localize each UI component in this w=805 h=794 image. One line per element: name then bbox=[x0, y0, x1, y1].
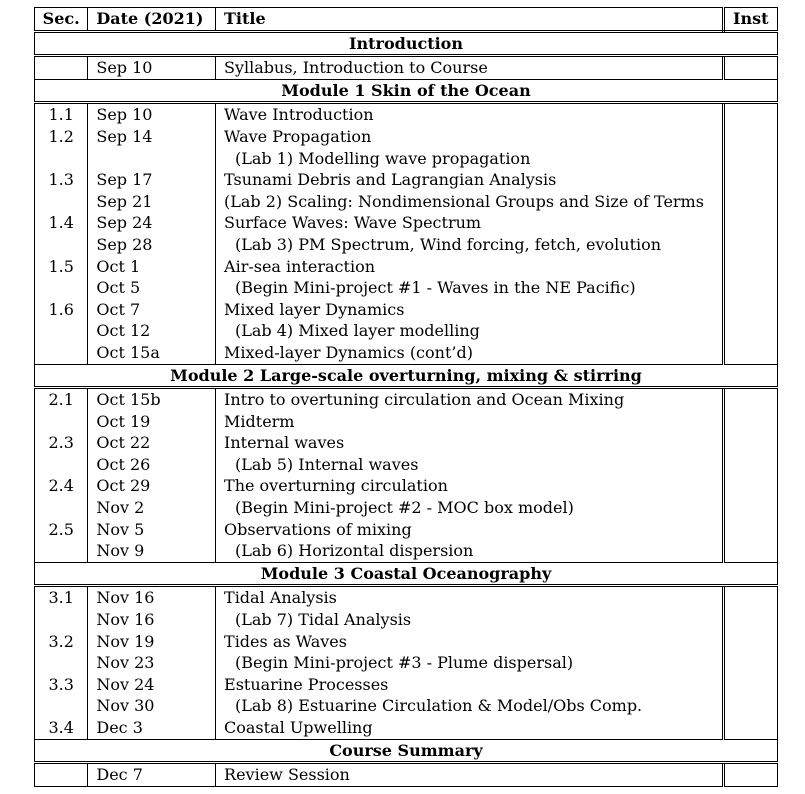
cell-title: Tides as Waves bbox=[216, 631, 724, 653]
cell-inst bbox=[723, 674, 777, 696]
cell-title: (Begin Mini-project #1 - Waves in the NE Pacific) bbox=[216, 277, 724, 299]
cell-inst bbox=[723, 586, 777, 609]
cell-date: Nov 16 bbox=[88, 609, 216, 631]
cell-title: The overturning circulation bbox=[216, 475, 724, 497]
cell-date: Oct 19 bbox=[88, 411, 216, 433]
table-row bbox=[35, 695, 778, 717]
table-row bbox=[35, 763, 778, 787]
cell-date: Dec 3 bbox=[88, 717, 216, 739]
course-schedule-table bbox=[34, 7, 778, 787]
cell-title: (Lab 5) Internal waves bbox=[216, 454, 724, 476]
cell-inst bbox=[723, 169, 777, 191]
cell-sec: 1.2 bbox=[35, 126, 88, 148]
header-inst: Inst bbox=[723, 8, 777, 32]
cell-title: Wave Propagation bbox=[216, 126, 724, 148]
table-row bbox=[35, 674, 778, 696]
header-sec: Sec. bbox=[35, 8, 88, 32]
table-row bbox=[35, 631, 778, 653]
cell-sec: 3.4 bbox=[35, 717, 88, 739]
cell-inst bbox=[723, 126, 777, 148]
cell-inst bbox=[723, 388, 777, 411]
cell-title: Intro to overtuning circulation and Ocean Mixing bbox=[216, 388, 724, 411]
table-row bbox=[35, 56, 778, 80]
cell-date: Oct 7 bbox=[88, 299, 216, 321]
cell-sec bbox=[35, 540, 88, 562]
section-title: Course Summary bbox=[35, 739, 778, 763]
cell-sec bbox=[35, 277, 88, 299]
cell-title: (Lab 7) Tidal Analysis bbox=[216, 609, 724, 631]
cell-sec: 1.4 bbox=[35, 212, 88, 234]
cell-sec: 3.1 bbox=[35, 586, 88, 609]
cell-title: Tidal Analysis bbox=[216, 586, 724, 609]
cell-title: Mixed layer Dynamics bbox=[216, 299, 724, 321]
cell-title: (Lab 3) PM Spectrum, Wind forcing, fetch, evolution bbox=[216, 234, 724, 256]
table-row bbox=[35, 234, 778, 256]
cell-sec bbox=[35, 411, 88, 433]
cell-inst bbox=[723, 497, 777, 519]
cell-sec bbox=[35, 191, 88, 213]
cell-date: Oct 22 bbox=[88, 432, 216, 454]
table-row bbox=[35, 652, 778, 674]
cell-inst bbox=[723, 342, 777, 364]
table-row bbox=[35, 256, 778, 278]
cell-sec: 2.5 bbox=[35, 519, 88, 541]
cell-date: Oct 26 bbox=[88, 454, 216, 476]
cell-inst bbox=[723, 411, 777, 433]
cell-date: Sep 24 bbox=[88, 212, 216, 234]
cell-title: Mixed-layer Dynamics (cont’d) bbox=[216, 342, 724, 364]
section-title: Introduction bbox=[35, 31, 778, 56]
cell-inst bbox=[723, 320, 777, 342]
table-row bbox=[35, 342, 778, 364]
table-row bbox=[35, 169, 778, 191]
cell-sec bbox=[35, 56, 88, 80]
cell-date: Nov 23 bbox=[88, 652, 216, 674]
cell-title: Syllabus, Introduction to Course bbox=[216, 56, 724, 80]
cell-title: Coastal Upwelling bbox=[216, 717, 724, 739]
cell-inst bbox=[723, 519, 777, 541]
table-row bbox=[35, 586, 778, 609]
table-row bbox=[35, 103, 778, 126]
cell-sec: 2.3 bbox=[35, 432, 88, 454]
table-row bbox=[35, 191, 778, 213]
cell-title: Estuarine Processes bbox=[216, 674, 724, 696]
cell-date: Nov 24 bbox=[88, 674, 216, 696]
table-row bbox=[35, 454, 778, 476]
cell-title: Observations of mixing bbox=[216, 519, 724, 541]
cell-date: Sep 14 bbox=[88, 126, 216, 148]
cell-title: (Lab 2) Scaling: Nondimensional Groups and Size of Terms bbox=[216, 191, 724, 213]
cell-inst bbox=[723, 609, 777, 631]
cell-inst bbox=[723, 299, 777, 321]
table-row bbox=[35, 212, 778, 234]
cell-sec bbox=[35, 320, 88, 342]
cell-inst bbox=[723, 652, 777, 674]
section-title: Module 2 Large-scale overturning, mixing & stirring bbox=[35, 364, 778, 388]
table-row bbox=[35, 609, 778, 631]
table-row bbox=[35, 497, 778, 519]
cell-date: Nov 19 bbox=[88, 631, 216, 653]
cell-inst bbox=[723, 454, 777, 476]
table-row bbox=[35, 148, 778, 170]
cell-inst bbox=[723, 103, 777, 126]
cell-sec bbox=[35, 497, 88, 519]
table-header-row bbox=[35, 8, 778, 32]
table-row bbox=[35, 411, 778, 433]
section-title: Module 3 Coastal Oceanography bbox=[35, 562, 778, 586]
cell-date: Oct 1 bbox=[88, 256, 216, 278]
cell-sec bbox=[35, 609, 88, 631]
cell-date: Oct 5 bbox=[88, 277, 216, 299]
table-row bbox=[35, 126, 778, 148]
section-title: Module 1 Skin of the Ocean bbox=[35, 79, 778, 103]
cell-date: Sep 10 bbox=[88, 56, 216, 80]
cell-title: (Lab 6) Horizontal dispersion bbox=[216, 540, 724, 562]
cell-date: Nov 30 bbox=[88, 695, 216, 717]
cell-sec bbox=[35, 342, 88, 364]
cell-date: Sep 21 bbox=[88, 191, 216, 213]
cell-inst bbox=[723, 432, 777, 454]
cell-date: Nov 9 bbox=[88, 540, 216, 562]
cell-sec bbox=[35, 148, 88, 170]
cell-date: Oct 15b bbox=[88, 388, 216, 411]
header-date: Date (2021) bbox=[88, 8, 216, 32]
header-title: Title bbox=[216, 8, 724, 32]
cell-date: Dec 7 bbox=[88, 763, 216, 787]
cell-date bbox=[88, 148, 216, 170]
cell-sec: 1.3 bbox=[35, 169, 88, 191]
cell-title: (Lab 4) Mixed layer modelling bbox=[216, 320, 724, 342]
cell-inst bbox=[723, 212, 777, 234]
cell-inst bbox=[723, 234, 777, 256]
cell-title: Midterm bbox=[216, 411, 724, 433]
cell-title: (Lab 1) Modelling wave propagation bbox=[216, 148, 724, 170]
cell-date: Sep 28 bbox=[88, 234, 216, 256]
cell-inst bbox=[723, 695, 777, 717]
cell-sec bbox=[35, 695, 88, 717]
cell-inst bbox=[723, 256, 777, 278]
section-header-row bbox=[35, 739, 778, 763]
table-row bbox=[35, 717, 778, 739]
cell-title: Review Session bbox=[216, 763, 724, 787]
cell-sec: 1.6 bbox=[35, 299, 88, 321]
table-row bbox=[35, 299, 778, 321]
cell-inst bbox=[723, 148, 777, 170]
cell-inst bbox=[723, 277, 777, 299]
table-row bbox=[35, 388, 778, 411]
cell-inst bbox=[723, 191, 777, 213]
cell-sec: 3.2 bbox=[35, 631, 88, 653]
cell-title: Tsunami Debris and Lagrangian Analysis bbox=[216, 169, 724, 191]
cell-sec: 2.4 bbox=[35, 475, 88, 497]
cell-inst bbox=[723, 717, 777, 739]
section-header-row bbox=[35, 79, 778, 103]
cell-inst bbox=[723, 475, 777, 497]
cell-title: Wave Introduction bbox=[216, 103, 724, 126]
cell-title: Surface Waves: Wave Spectrum bbox=[216, 212, 724, 234]
table-row bbox=[35, 277, 778, 299]
cell-inst bbox=[723, 540, 777, 562]
cell-sec bbox=[35, 763, 88, 787]
section-header-row bbox=[35, 31, 778, 56]
cell-inst bbox=[723, 56, 777, 80]
cell-sec: 2.1 bbox=[35, 388, 88, 411]
cell-title: (Begin Mini-project #3 - Plume dispersal) bbox=[216, 652, 724, 674]
table-row bbox=[35, 540, 778, 562]
section-header-row bbox=[35, 562, 778, 586]
cell-title: (Begin Mini-project #2 - MOC box model) bbox=[216, 497, 724, 519]
cell-date: Nov 2 bbox=[88, 497, 216, 519]
cell-sec: 3.3 bbox=[35, 674, 88, 696]
cell-date: Sep 17 bbox=[88, 169, 216, 191]
cell-inst bbox=[723, 763, 777, 787]
cell-date: Nov 16 bbox=[88, 586, 216, 609]
cell-sec: 1.5 bbox=[35, 256, 88, 278]
table-row bbox=[35, 519, 778, 541]
cell-date: Nov 5 bbox=[88, 519, 216, 541]
cell-date: Sep 10 bbox=[88, 103, 216, 126]
cell-sec bbox=[35, 454, 88, 476]
cell-title: Air-sea interaction bbox=[216, 256, 724, 278]
cell-date: Oct 29 bbox=[88, 475, 216, 497]
cell-title: (Lab 8) Estuarine Circulation & Model/Obs Comp. bbox=[216, 695, 724, 717]
table-row bbox=[35, 475, 778, 497]
cell-date: Oct 12 bbox=[88, 320, 216, 342]
cell-title: Internal waves bbox=[216, 432, 724, 454]
table-row bbox=[35, 432, 778, 454]
cell-sec: 1.1 bbox=[35, 103, 88, 126]
cell-inst bbox=[723, 631, 777, 653]
section-header-row bbox=[35, 364, 778, 388]
schedule-body bbox=[35, 31, 778, 786]
cell-sec bbox=[35, 234, 88, 256]
cell-date: Oct 15a bbox=[88, 342, 216, 364]
cell-sec bbox=[35, 652, 88, 674]
table-row bbox=[35, 320, 778, 342]
